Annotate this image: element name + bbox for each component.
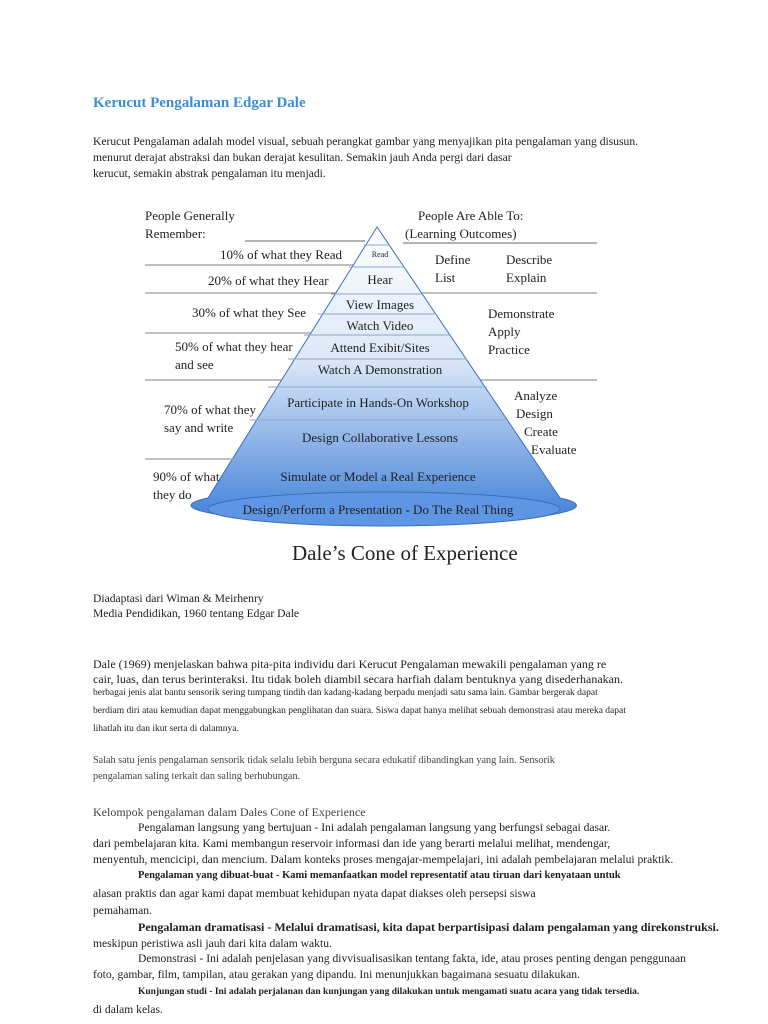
kelompok-line-10: foto, gambar, film, tampilan, atau gerakan yang dipandu. Ini menunjukkan bagaimana sesuatu dilakukan.	[93, 968, 580, 981]
kelompok-line-5: alasan praktis dan agar kami dapat membuat kehidupan nyata dapat diakses oleh persepsi siswa	[93, 887, 536, 900]
kelompok-line-2: dari pembelajaran kita. Kami membangun reservoir informasi dan ide yang berarti melalui melihat, mendengar,	[93, 837, 611, 850]
page-title: Kerucut Pengalaman Edgar Dale	[93, 95, 306, 111]
level-collaborative-lessons: Design Collaborative Lessons	[302, 430, 458, 445]
level-hear: Hear	[367, 272, 393, 287]
outcome-explain: Explain	[506, 270, 547, 285]
remember-say-write-line-1: 70% of what they	[164, 402, 257, 417]
level-simulate-model: Simulate or Model a Real Experience	[280, 469, 476, 484]
level-view-images: View Images	[345, 297, 415, 312]
kelompok-line-9: Demonstrasi - Ini adalah penjelasan yang divvisualisasikan tentang fakta, ide, atau proses penting dengan penggunaan	[138, 952, 686, 965]
kelompok-line-12: di dalam kelas.	[93, 1003, 163, 1016]
kelompok-line-11: Kunjungan studi - Ini adalah perjalanan dan kunjungan yang dilakukan untuk mengamati suatu acara yang tidak tersedia.	[138, 987, 640, 997]
remember-read: 10% of what they Read	[220, 247, 343, 262]
outcome-define: Define	[435, 252, 471, 267]
kelompok-line-3: menyentuh, mencicipi, dan mencium. Dalam konteks proses mengajar-mempelajari, ini adalah pembelajaran melalui praktik.	[93, 853, 674, 866]
kelompok-line-1: Pengalaman langsung yang bertujuan - Ini adalah pengalaman langsung yang berfungsi sebagai dasar.	[138, 821, 611, 834]
kelompok-line-8: meskipun peristiwa asli jauh dari kita dalam waktu.	[93, 937, 332, 950]
kelompok-line-4: Pengalaman yang dibuat-buat - Kami memanfaatkan model representatif atau tiruan dari kenyataan untuk	[138, 870, 621, 881]
outcome-practice: Practice	[488, 342, 530, 357]
remember-do-line-1: 90% of what	[153, 469, 220, 484]
cone-caption: Dale’s Cone of Experience	[292, 541, 518, 565]
sensorik-para-line-1: Salah satu jenis pengalaman sensorik tidak selalu lebih berguna secara edukatif dibandingkan yang lain. Sensorik	[93, 755, 555, 766]
credit-line-2: Media Pendidikan, 1960 tentang Edgar Dale	[93, 607, 300, 620]
small-para-line-1: berbagai jenis alat bantu sensorik sering tumpang tindih dan kadang-kadang berpadu menjadi satu sama lain. Gambar bergerak dapat	[93, 688, 598, 698]
sensorik-para-line-2: pengalaman saling terkait dan saling berhubungan.	[93, 771, 301, 782]
kelompok-line-7: Pengalaman dramatisasi - Melalui dramatisasi, kita dapat berpartisipasi dalam pengalaman yang direkonstruksi.	[138, 920, 719, 934]
level-hands-on-workshop: Participate in Hands-On Workshop	[287, 395, 469, 410]
level-attend-exhibit: Attend Exibit/Sites	[330, 340, 430, 355]
left-header-line-1: People Generally	[145, 208, 235, 223]
dale-para-line-2: cair, luas, dan terus berinteraksi. Itu tidak boleh diambil secara harfiah dalam bentuknya yang disederhanakan.	[93, 672, 623, 686]
left-header-line-2: Remember:	[145, 226, 206, 241]
level-read: Read	[371, 250, 389, 259]
intro-line-3: kerucut, semakin abstrak pengalaman itu menjadi.	[93, 167, 326, 180]
remember-hear: 20% of what they Hear	[208, 273, 329, 288]
remember-say-write-line-2: say and write	[164, 420, 234, 435]
outcome-evaluate: Evaluate	[531, 442, 577, 457]
credit-line-1: Diadaptasi dari Wiman & Meirhenry	[93, 592, 264, 605]
remember-hear-see-line-1: 50% of what they hear	[175, 339, 293, 354]
intro-line-2: menurut derajat abstraksi dan bukan derajat kesulitan. Semakin jauh Anda pergi dari dasar	[93, 151, 512, 164]
outcome-apply: Apply	[488, 324, 521, 339]
outcome-design: Design	[516, 406, 553, 421]
remember-see: 30% of what they See	[192, 305, 307, 320]
right-header-line-2: (Learning Outcomes)	[405, 226, 517, 241]
outcome-list: List	[435, 270, 456, 285]
right-header-line-1: People Are Able To:	[418, 208, 524, 223]
remember-do-line-2: they do	[153, 487, 192, 502]
level-watch-demonstration: Watch A Demonstration	[317, 362, 443, 377]
small-para-line-2: berdiam diri atau kemudian dapat menggabungkan penglihatan dan suara. Siswa dapat hanya melihat sebuah demonstrasi atau mereka dapat	[93, 706, 626, 716]
intro-line-1: Kerucut Pengalaman adalah model visual, sebuah perangkat gambar yang menyajikan pita pengalaman yang disusun.	[93, 135, 639, 148]
remember-hear-see-line-2: and see	[175, 357, 214, 372]
cone-of-experience-diagram	[140, 205, 600, 530]
outcome-create: Create	[524, 424, 558, 439]
level-real-thing: Design/Perform a Presentation - Do The Real Thing	[242, 502, 514, 517]
outcome-demonstrate: Demonstrate	[488, 306, 555, 321]
outcome-analyze: Analyze	[514, 388, 558, 403]
level-watch-video: Watch Video	[346, 318, 414, 333]
outcome-describe: Describe	[506, 252, 553, 267]
kelompok-heading: Kelompok pengalaman dalam Dales Cone of Experience	[93, 805, 366, 819]
dale-para-line-1: Dale (1969) menjelaskan bahwa pita-pita individu dari Kerucut Pengalaman mewakili pengalaman yang re	[93, 657, 607, 671]
small-para-line-3: lihatlah itu dan ikut serta di dalamnya.	[93, 724, 239, 734]
kelompok-line-6: pemahaman.	[93, 904, 152, 917]
